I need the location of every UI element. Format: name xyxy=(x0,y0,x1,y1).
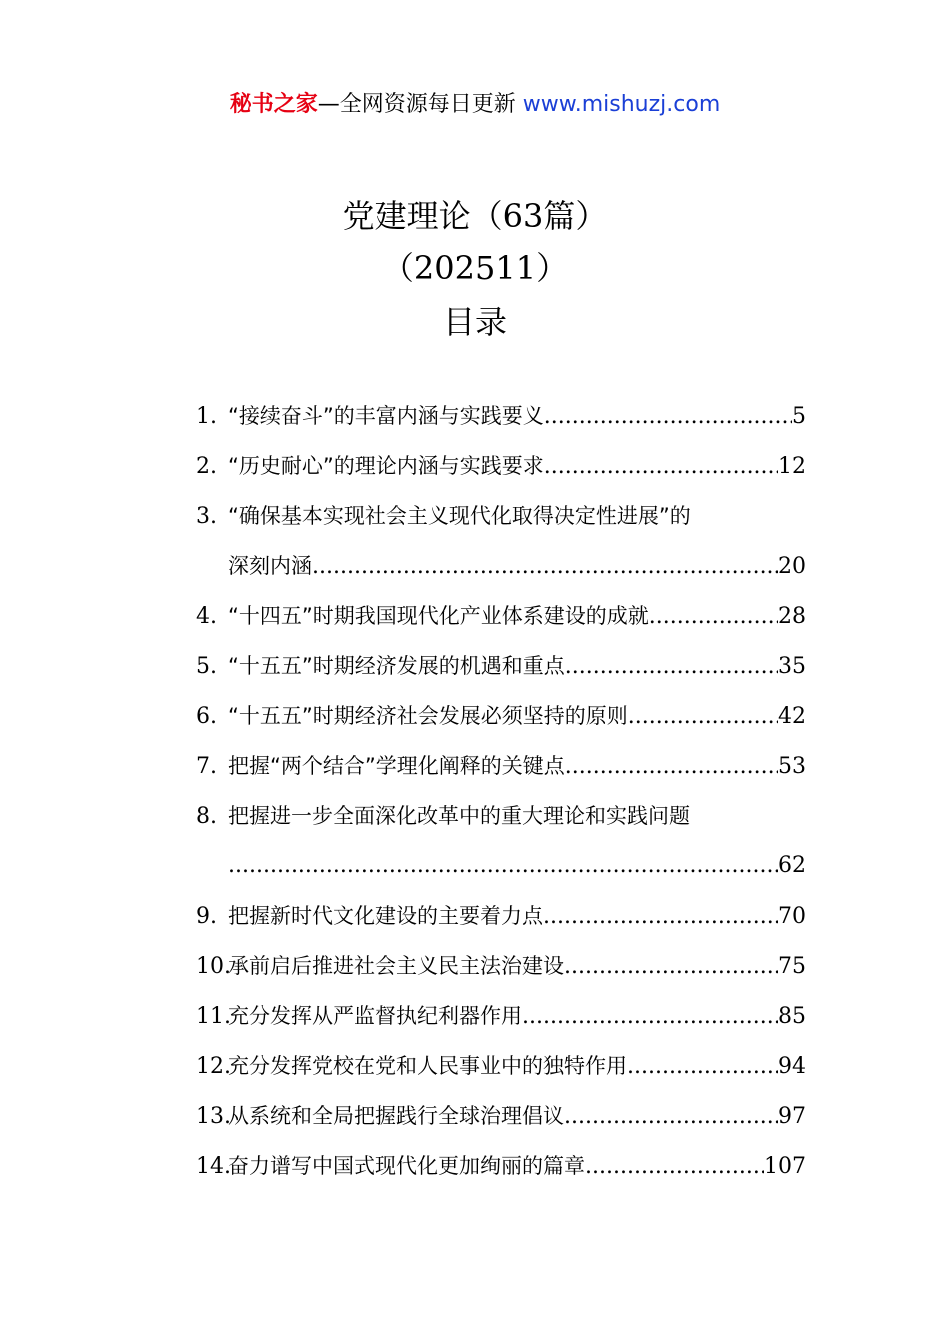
toc-entry-title: 充分发挥从严监督执纪利器作用 xyxy=(228,1004,522,1028)
toc-line xyxy=(196,491,806,541)
toc-entry-number: 14. xyxy=(196,1154,231,1179)
banner-tagline: —全网资源每日更新 xyxy=(317,92,516,117)
toc-entry-number: 13. xyxy=(196,1104,231,1129)
toc-leader-dots xyxy=(522,992,778,1041)
toc-entry-title: 深刻内涵 xyxy=(228,554,312,578)
toc-page-number: 12 xyxy=(778,454,806,479)
toc-entry-number: 5. xyxy=(196,654,217,679)
toc-entry-number: 6. xyxy=(196,704,217,729)
toc-leader-dots xyxy=(627,1042,778,1091)
toc-line xyxy=(196,841,806,891)
toc-entry-number: 1. xyxy=(196,404,217,429)
table-of-contents xyxy=(196,391,806,1191)
toc-page-number: 20 xyxy=(778,554,806,579)
toc-heading: 目录 xyxy=(442,303,507,341)
toc-entry[interactable] xyxy=(196,791,806,891)
toc-page-number: 70 xyxy=(778,904,806,929)
toc-entry[interactable] xyxy=(196,491,806,591)
toc-leader-dots xyxy=(585,1142,764,1191)
toc-leader-dots xyxy=(565,642,778,691)
toc-line xyxy=(196,791,806,841)
toc-line xyxy=(196,391,806,441)
toc-entry-number: 10. xyxy=(196,954,231,979)
toc-line xyxy=(196,691,806,741)
toc-entry[interactable] xyxy=(196,1091,806,1141)
toc-page-number: 5 xyxy=(792,404,806,429)
toc-page-number: 85 xyxy=(778,1004,806,1029)
document-title: 党建理论（63篇） xyxy=(342,197,608,235)
toc-leader-dots xyxy=(228,841,778,891)
toc-line xyxy=(196,1041,806,1091)
toc-line xyxy=(196,891,806,941)
site-banner xyxy=(0,88,950,122)
toc-entry[interactable] xyxy=(196,441,806,491)
toc-entry-title: 从系统和全局把握践行全球治理倡议 xyxy=(228,1104,564,1128)
toc-page-number: 94 xyxy=(778,1054,806,1079)
toc-leader-dots xyxy=(544,392,792,441)
brand-name: 秘书之家 xyxy=(229,92,318,117)
toc-page-number: 62 xyxy=(778,853,806,878)
toc-page-number: 107 xyxy=(764,1154,806,1179)
toc-leader-dots xyxy=(544,442,778,491)
toc-entry[interactable] xyxy=(196,1141,806,1191)
toc-entry[interactable] xyxy=(196,641,806,691)
toc-entry-title: 承前启后推进社会主义民主法治建设 xyxy=(228,954,564,978)
toc-entry-number: 12. xyxy=(196,1054,231,1079)
toc-entry-title: 充分发挥党校在党和人民事业中的独特作用 xyxy=(228,1054,627,1078)
document-date: （202511） xyxy=(381,249,569,287)
toc-leader-dots xyxy=(543,892,778,941)
toc-leader-dots xyxy=(564,942,778,991)
toc-entry-title: “十四五”时期我国现代化产业体系建设的成就 xyxy=(228,604,649,628)
toc-line xyxy=(196,1091,806,1141)
toc-leader-dots xyxy=(649,592,778,641)
toc-entry-number: 8. xyxy=(196,804,217,829)
toc-line xyxy=(196,941,806,991)
toc-entry-title: 奋力谱写中国式现代化更加绚丽的篇章 xyxy=(228,1154,585,1178)
toc-entry[interactable] xyxy=(196,941,806,991)
toc-entry-number: 7. xyxy=(196,754,217,779)
toc-entry-number: 2. xyxy=(196,454,217,479)
toc-entry[interactable] xyxy=(196,691,806,741)
toc-entry-title: “接续奋斗”的丰富内涵与实践要义 xyxy=(228,404,544,428)
toc-page-number: 42 xyxy=(778,704,806,729)
toc-page-number: 35 xyxy=(778,654,806,679)
toc-entry-number: 3. xyxy=(196,504,217,529)
toc-page-number: 75 xyxy=(778,954,806,979)
toc-entry-title: “十五五”时期经济发展的机遇和重点 xyxy=(228,654,565,678)
toc-entry[interactable] xyxy=(196,591,806,641)
toc-line xyxy=(196,1141,806,1191)
toc-leader-dots xyxy=(312,542,778,591)
toc-entry-title: “历史耐心”的理论内涵与实践要求 xyxy=(228,454,544,478)
toc-line xyxy=(196,541,806,591)
toc-entry-title: “十五五”时期经济社会发展必须坚持的原则 xyxy=(228,704,628,728)
toc-page-number: 97 xyxy=(778,1104,806,1129)
toc-page-number: 53 xyxy=(778,754,806,779)
toc-entry[interactable] xyxy=(196,891,806,941)
toc-leader-dots xyxy=(564,1092,778,1141)
toc-line xyxy=(196,591,806,641)
toc-entry[interactable] xyxy=(196,991,806,1041)
toc-entry[interactable] xyxy=(196,391,806,441)
toc-line xyxy=(196,741,806,791)
toc-entry-title: 把握新时代文化建设的主要着力点 xyxy=(228,904,543,928)
toc-entry-number: 4. xyxy=(196,604,217,629)
toc-entry-number: 11. xyxy=(196,1004,231,1029)
toc-entry[interactable] xyxy=(196,1041,806,1091)
toc-entry-title: 把握进一步全面深化改革中的重大理论和实践问题 xyxy=(228,804,690,828)
toc-entry-number: 9. xyxy=(196,904,217,929)
document-title-block xyxy=(0,190,950,350)
site-url-link[interactable]: www.mishuzj.com xyxy=(522,92,721,117)
toc-entry-title: “确保基本实现社会主义现代化取得决定性进展”的 xyxy=(228,504,691,528)
toc-line xyxy=(196,991,806,1041)
toc-page-number: 28 xyxy=(778,604,806,629)
toc-leader-dots xyxy=(628,692,778,741)
toc-leader-dots xyxy=(565,742,778,791)
toc-line xyxy=(196,441,806,491)
toc-entry[interactable] xyxy=(196,741,806,791)
toc-entry-title: 把握“两个结合”学理化阐释的关键点 xyxy=(228,754,565,778)
toc-line xyxy=(196,641,806,691)
